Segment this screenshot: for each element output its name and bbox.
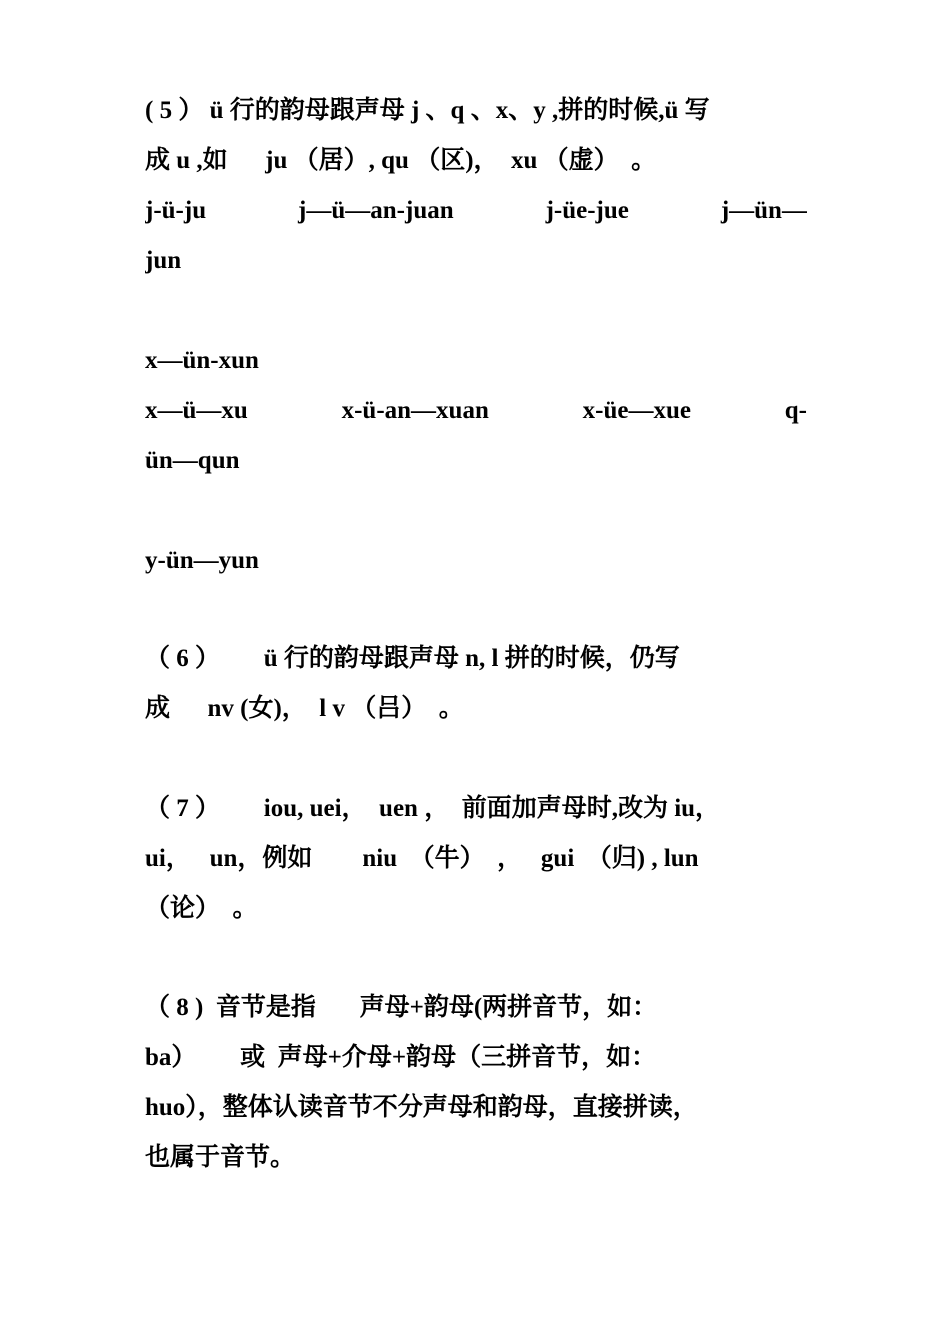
pinyin-item: q- (784, 397, 807, 424)
pinyin-row-x (145, 386, 807, 436)
pinyin-row-j (145, 186, 807, 236)
pinyin-item: j-ü-ju (145, 197, 207, 224)
pinyin-item: j—ü—an-juan (298, 197, 454, 224)
section5-line1: ( 5 ） ü 行的韵母跟声母 j 、q 、x、y ,拼的时候,ü 写 (145, 97, 710, 124)
pinyin-item: x—ü—xu (145, 397, 248, 424)
section8-line3: huo），整体认读音节不分声母和韵母，直接拼读， (145, 1094, 698, 1121)
pinyin-row-x-wrap: ün—qun (145, 447, 240, 474)
section8-line1: （ 8 ) 音节是指 声母+韵母(两拼音节，如： (145, 994, 658, 1021)
section7-line3: （论） 。 (145, 895, 258, 922)
pinyin-row-y (145, 486, 807, 536)
section5-line2: 成 u ,如 ju （居）, qu （区)， xu （虚） 。 (145, 147, 657, 174)
pinyin-item: j-üe-jue (545, 197, 629, 224)
section6-line2: 成 nv (女)， l v （吕） 。 (145, 695, 464, 722)
pinyin-row-y-wrap: y-ün—yun (145, 547, 259, 574)
section8-line4: 也属于音节。 (145, 1144, 296, 1171)
section7-line1: （ 7 ） iou, uei， uen ， 前面加声母时,改为 iu， (145, 795, 721, 822)
pinyin-row-q (145, 286, 807, 336)
pinyin-row-q-wrap: x—ün-xun (145, 347, 259, 374)
section8-line2: ba） 或 声母+介母+韵母（三拼音节，如： (145, 1044, 657, 1071)
pinyin-item: x-üe—xue (582, 397, 691, 424)
section7-line2: ui， un，例如 niu （牛） ， gui （归) , lun (145, 845, 699, 872)
pinyin-item: x-ü-an—xuan (341, 397, 489, 424)
section6-line1: （ 6 ） ü 行的韵母跟声母 n, l 拼的时候，仍写 (145, 645, 680, 672)
pinyin-item: j—ün— (720, 197, 807, 224)
pinyin-row-j-wrap: jun (145, 247, 182, 274)
